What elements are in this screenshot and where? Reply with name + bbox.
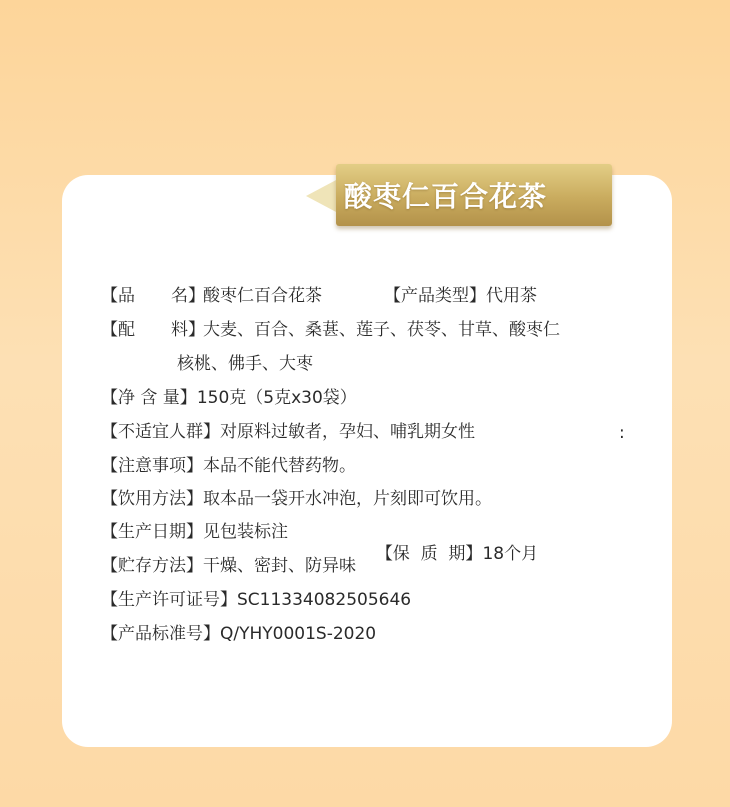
value-storage: 干燥、密封、防异味	[203, 556, 356, 576]
label-license: 【生产许可证号】	[101, 590, 237, 610]
product-title: 酸枣仁百合花茶	[344, 180, 548, 213]
value-ingredients-line1: 大麦、百合、桑葚、莲子、茯苓、甘草、酸枣仁	[203, 320, 560, 340]
row-license	[101, 589, 411, 611]
value-product-type: 代用茶	[486, 286, 537, 306]
label-standard: 【产品标准号】	[101, 624, 220, 644]
label-product-name: 【品 名】	[101, 286, 205, 306]
value-ingredients-line2: 核桃、佛手、大枣	[177, 354, 313, 374]
row-product-type	[384, 285, 537, 307]
row-shelf-life	[365, 521, 538, 565]
row-standard	[101, 623, 376, 645]
label-usage: 【饮用方法】	[101, 489, 203, 509]
value-shelf-life: 18个月	[482, 544, 539, 564]
row-production-date	[101, 521, 288, 543]
ribbon-tail	[306, 179, 338, 213]
row-notes	[101, 455, 356, 477]
label-production-date: 【生产日期】	[101, 522, 203, 542]
row-usage	[101, 488, 492, 510]
label-product-type: 【产品类型】	[384, 286, 486, 306]
value-unsuitable: 对原料过敏者，孕妇、哺乳期女性	[220, 422, 475, 442]
row-ingredients	[101, 319, 560, 341]
value-license: SC11334082505646	[237, 590, 412, 610]
label-unsuitable: 【不适宜人群】	[101, 422, 220, 442]
value-standard: Q/YHY0001S-2020	[220, 624, 377, 644]
row-net-content	[101, 387, 357, 409]
label-storage: 【贮存方法】	[101, 556, 203, 576]
value-usage: 取本品一袋开水冲泡，片刻即可饮用。	[203, 489, 492, 509]
value-product-name: 酸枣仁百合花茶	[203, 286, 322, 306]
stray-mark: :	[619, 423, 625, 443]
label-net-content: 【净 含 量】	[101, 388, 197, 408]
label-shelf-life: 【保 质 期】	[375, 544, 483, 564]
title-ribbon	[336, 164, 612, 226]
value-production-date: 见包装标注	[203, 522, 288, 542]
value-net-content: 150克（5克x30袋）	[196, 388, 357, 408]
label-notes: 【注意事项】	[101, 456, 203, 476]
label-ingredients: 【配 料】	[101, 320, 205, 340]
row-storage	[101, 555, 356, 577]
row-product-name	[101, 285, 322, 307]
row-unsuitable	[101, 421, 475, 443]
value-notes: 本品不能代替药物。	[203, 456, 356, 476]
